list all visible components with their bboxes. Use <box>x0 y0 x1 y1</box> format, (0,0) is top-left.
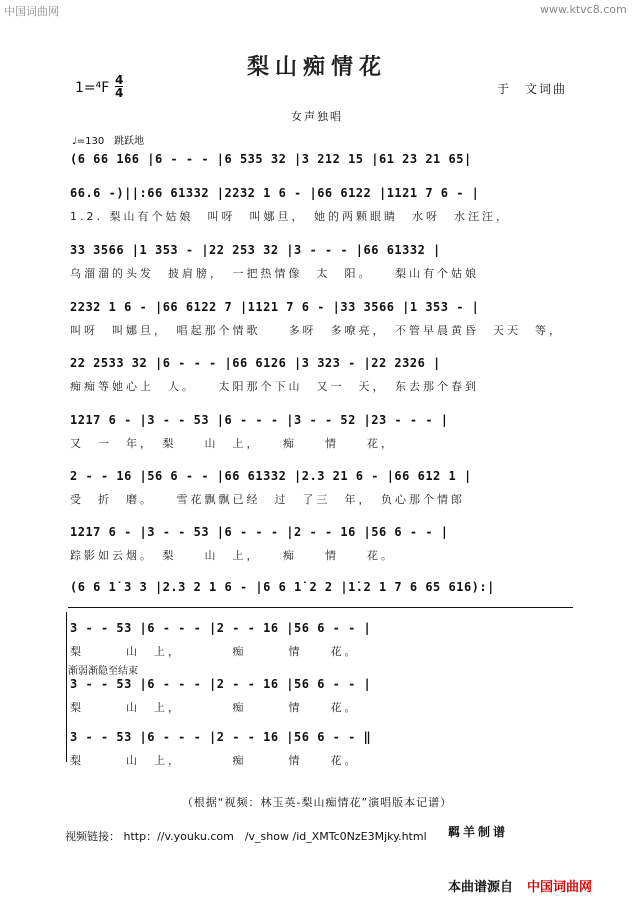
music-line-9: (6 6 1̇ 3 3 |2.3 2 1 6 - |6 6 1̇ 2 2 |1̇.2 1 7 6 65 616):| <box>70 580 495 594</box>
meter-top: 4 <box>115 73 124 87</box>
lyric-line-5: 又 一 年， 梨 山 上， 痴 情 花， <box>70 437 395 450</box>
lyric-line-4: 痴痴等她心上 人。 太阳那个下山 又一 天， 东去那个春到 <box>70 380 479 393</box>
music-line-11: 3 - - 53 |6 - - - |2 - - 16 |56 6 - - | <box>70 677 372 691</box>
watermark-right: www.ktvc8.com <box>540 3 627 16</box>
meter-bottom: 4 <box>115 86 124 100</box>
music-line-6: 1217 6 - |3 - - 53 |6 - - - |3 - - 52 |23 - - - | <box>70 413 449 427</box>
tempo-marking: ♩=130 跳跃地 <box>72 136 145 147</box>
music-line-10: 3 - - 53 |6 - - - |2 - - 16 |56 6 - - | <box>70 621 372 635</box>
system-divider <box>68 607 573 608</box>
music-line-3: 33 3566 |1 353 - |22 253 32 |3 - - - |66 61332 | <box>70 243 441 257</box>
lyric-line-6: 受 折 磨。 雪花飘飘已经 过 了三 年， 负心那个情郎 <box>70 493 465 506</box>
lyric-line-10: 梨 山 上， 痴 情 花。 <box>70 754 359 767</box>
lyric-line-3: 叫呀 叫娜旦， 唱起那个情歌 多呀 多嘹亮， 不管早晨黄昏 天天 等， <box>70 324 563 337</box>
transcriber-credit: 羁羊制谱 <box>448 825 509 839</box>
song-title: 梨山痴情花 <box>246 55 387 80</box>
lyric-line-1: 1.2. 梨山有个姑娘 叫呀 叫娜旦， 她的两颗眼睛 水呀 水汪汪， <box>70 210 510 223</box>
watermark-left: 中国词曲网 <box>4 5 59 18</box>
lyric-line-7: 踪影如云烟。 梨 山 上， 痴 情 花。 <box>70 549 395 562</box>
genre-label: 女声独唱 <box>291 110 343 123</box>
music-line-4: 2232 1 6 - |66 6122 7 |1121 7 6 - |33 3566 |1 353 - | <box>70 300 480 314</box>
music-line-7: 2 - - 16 |56 6 - - |66 61332 |2.3 21 6 - |66 612 1 | <box>70 469 472 483</box>
music-line-2: 66.6 -)||:66 61332 |2232 1 6 - |66 6122 |1121 7 6 - | <box>70 186 480 200</box>
video-link[interactable]: 视频链接： http：//v.youku.com /v_show /id_XMTc0NzE3Mjky.html <box>65 830 427 843</box>
music-line-5: 22 2533 32 |6 - - - |66 6126 |3 323 - |22 2326 | <box>70 356 441 370</box>
source-label: 本曲谱源自 <box>448 880 514 895</box>
music-line-12: 3 - - 53 |6 - - - |2 - - 16 |56 6 - - ‖ <box>70 730 372 744</box>
lyric-line-9: 梨 山 上， 痴 情 花。 <box>70 701 359 714</box>
source-site-logo: 中国词曲网 <box>527 880 593 895</box>
lyric-line-8: 梨 山 上， 痴 情 花。 <box>70 645 359 658</box>
system-bracket <box>66 612 67 762</box>
music-line-1: (6 66 1̇66 |6 - - - |6 535 32 |3 212 15 |61 23 21 65| <box>70 152 472 166</box>
key-signature: 1=⁴F <box>75 80 110 96</box>
transcription-note: （根据“视频：林玉英-梨山痴情花”演唱版本记谱） <box>181 796 453 809</box>
music-line-8: 1217 6 - |3 - - 53 |6 - - - |2 - - 16 |56 6 - - | <box>70 525 449 539</box>
composer-credit: 于 文词曲 <box>497 82 568 96</box>
fade-note: 渐弱渐隐至结束 <box>68 666 138 677</box>
time-signature <box>115 74 123 99</box>
lyric-line-2: 乌溜溜的头发 披肩膀， 一把热情像 太 阳。 梨山有个姑娘 <box>70 267 479 280</box>
